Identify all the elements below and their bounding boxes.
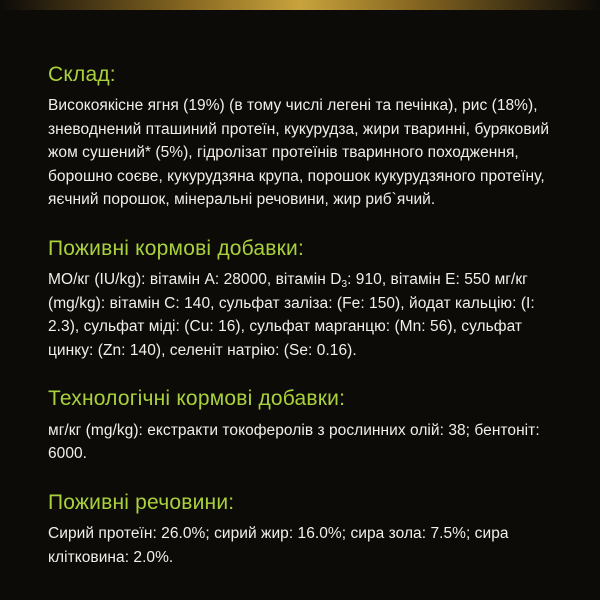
top-gold-divider — [0, 0, 600, 10]
label-content — [48, 62, 568, 569]
section-nutritional-additives — [48, 236, 568, 362]
section-analytical-constituents-heading: Поживні речовини: — [48, 490, 235, 514]
section-composition-text: Високоякісне ягня (19%) (в тому числі легені та печінка), рис (18%), зневоднений пташиний протеїн, кукурудза, жири тваринні, буряковий жом сушений* (5%), гідролізат протеїнів тваринного походження, борошно соєве, кукурудзяна крупа, порошок кукурудзяного протеїну, яєчний порошок, мінеральні речовини, жир риб`ячий. — [48, 97, 550, 209]
section-technological-additives-heading: Технологічні кормові добавки: — [48, 387, 346, 411]
vitamin-d-subscript: 3 — [341, 279, 348, 291]
section-technological-additives — [48, 386, 568, 465]
section-composition-heading: Склад: — [48, 63, 116, 86]
nutritional-text-part1: МО/кг (IU/kg): вітамін A: 28000, вітамін D — [48, 271, 342, 289]
section-composition — [48, 62, 568, 212]
nutritional-text-part2: : 910, вітамін E: 550 мг/кг (mg/kg): вітамін C: 140, сульфат заліза: (Fe: 150), йодат кальцію: (I: 2.3), сульфат міді: (Cu: 16), сульфат марганцю: (Mn: 56), сульфат цинку: (Zn: 140), селеніт натрію: (Se: 0.16). — [48, 271, 535, 359]
section-analytical-constituents-text: Сирий протеїн: 26.0%; сирий жир: 16.0%; сира зола: 7.5%; сира клітковина: 2.0%. — [48, 525, 509, 566]
section-nutritional-additives-heading: Поживні кормові добавки: — [48, 236, 304, 260]
section-analytical-constituents — [48, 490, 568, 569]
section-nutritional-additives-text — [48, 268, 568, 362]
section-technological-additives-text: мг/кг (mg/kg): екстракти токоферолів з рослинних олій: 38; бентоніт: 6000. — [48, 421, 540, 463]
